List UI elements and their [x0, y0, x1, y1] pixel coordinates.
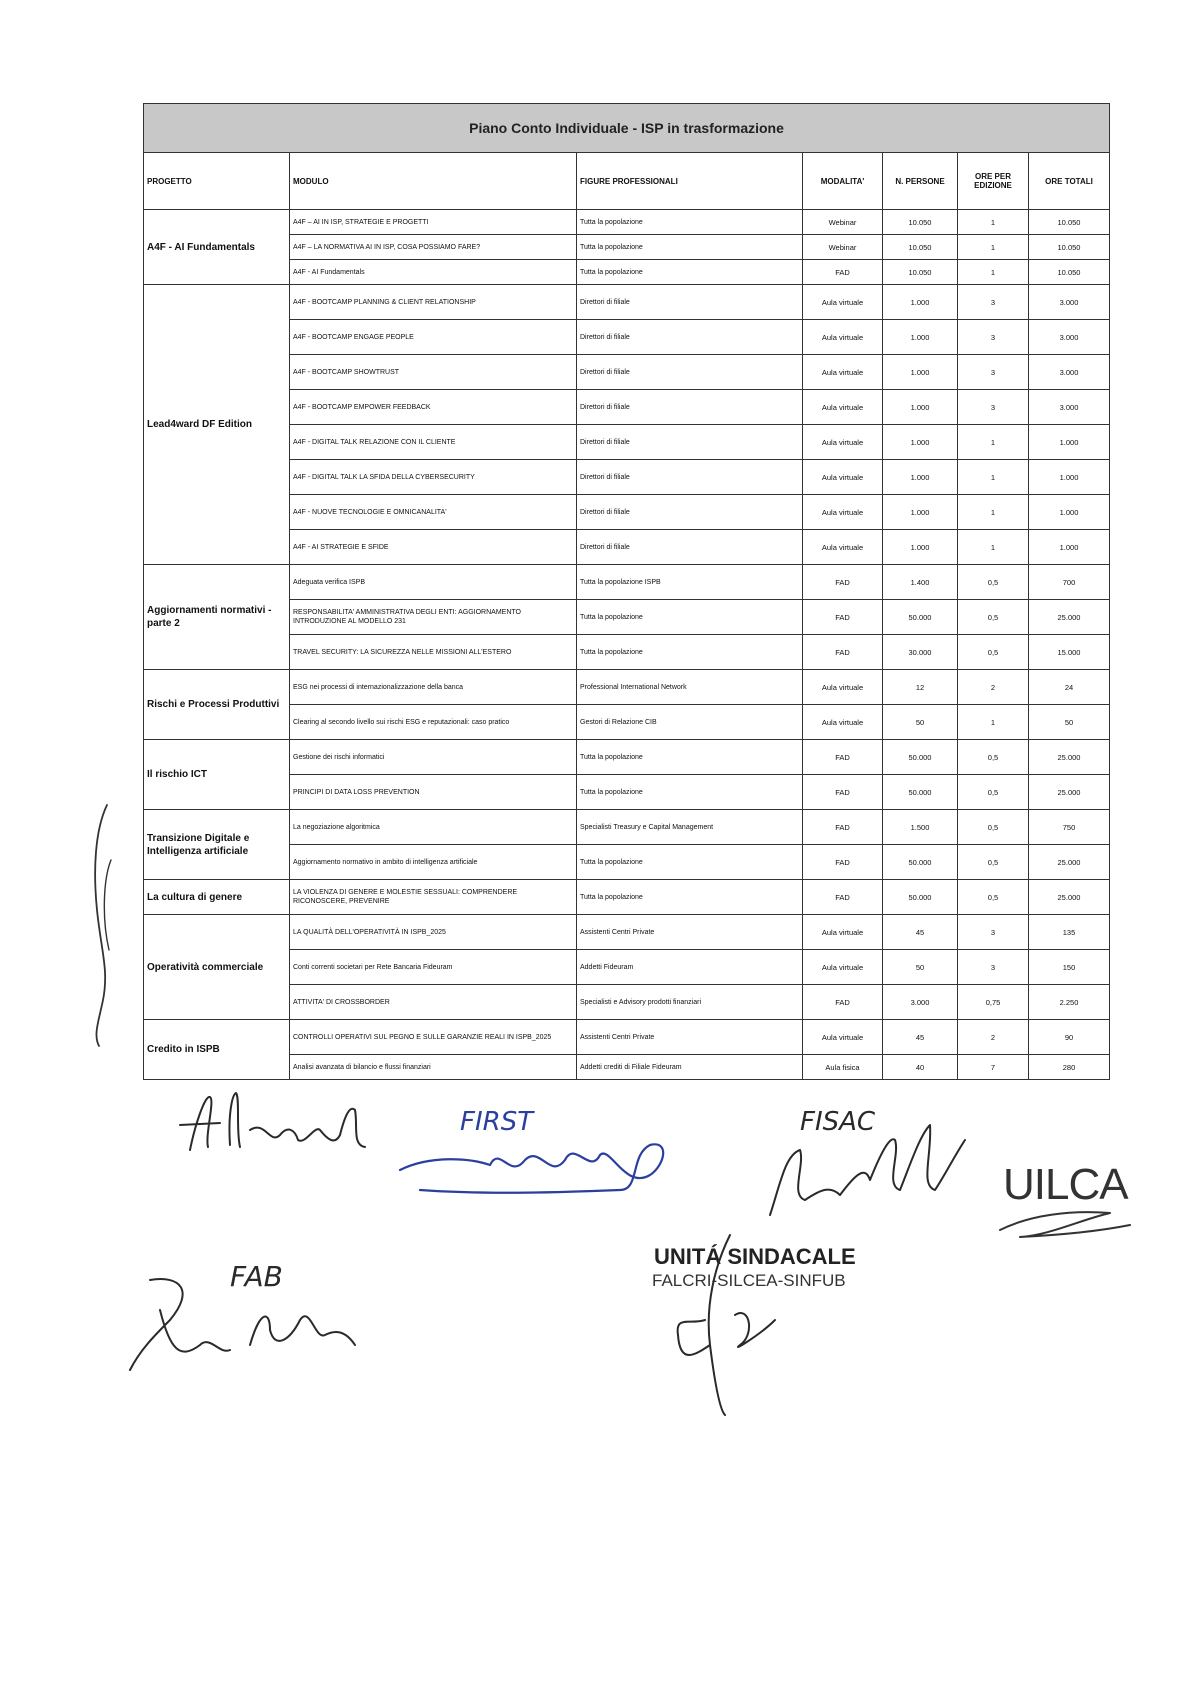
- uilca-stamp: UILCA: [1003, 1160, 1128, 1209]
- total-hours-cell: 1.000: [1029, 460, 1110, 495]
- figure-cell: Tutta la popolazione ISPB: [577, 565, 803, 600]
- figure-cell: Professional International Network: [577, 670, 803, 705]
- table-row: [144, 880, 1110, 915]
- hours-per-edition-cell: 0,5: [958, 565, 1029, 600]
- hours-per-edition-cell: 1: [958, 425, 1029, 460]
- persons-cell: 50: [883, 950, 958, 985]
- total-hours-cell: 750: [1029, 810, 1110, 845]
- signature-unita-sindacale: [660, 1225, 790, 1425]
- hours-per-edition-cell: 1: [958, 495, 1029, 530]
- figure-cell: Addetti crediti di Filiale Fideuram: [577, 1055, 803, 1080]
- project-cell: Lead4ward DF Edition: [144, 285, 290, 565]
- table-row: [144, 285, 1110, 320]
- persons-cell: 50.000: [883, 600, 958, 635]
- persons-cell: 45: [883, 915, 958, 950]
- hours-per-edition-cell: 0,5: [958, 880, 1029, 915]
- module-cell: PRINCIPI DI DATA LOSS PREVENTION: [290, 775, 577, 810]
- persons-cell: 40: [883, 1055, 958, 1080]
- modality-cell: FAD: [803, 880, 883, 915]
- modality-cell: FAD: [803, 740, 883, 775]
- persons-cell: 50.000: [883, 845, 958, 880]
- total-hours-cell: 15.000: [1029, 635, 1110, 670]
- total-hours-cell: 3.000: [1029, 285, 1110, 320]
- figure-cell: Specialisti e Advisory prodotti finanziari: [577, 985, 803, 1020]
- modality-cell: Aula virtuale: [803, 355, 883, 390]
- project-cell: Rischi e Processi Produttivi: [144, 670, 290, 740]
- figure-cell: Tutta la popolazione: [577, 635, 803, 670]
- modality-cell: FAD: [803, 260, 883, 285]
- module-cell: Gestione dei rischi informatici: [290, 740, 577, 775]
- module-cell: La negoziazione algoritmica: [290, 810, 577, 845]
- modality-cell: Aula virtuale: [803, 1020, 883, 1055]
- total-hours-cell: 2.250: [1029, 985, 1110, 1020]
- total-hours-cell: 25.000: [1029, 880, 1110, 915]
- module-cell: A4F - AI STRATEGIE E SFIDE: [290, 530, 577, 565]
- figure-cell: Tutta la popolazione: [577, 210, 803, 235]
- modality-cell: FAD: [803, 565, 883, 600]
- uilca-underline-signature: [990, 1195, 1140, 1245]
- header-modalita: MODALITA': [803, 153, 883, 210]
- figure-cell: Tutta la popolazione: [577, 600, 803, 635]
- modality-cell: Aula virtuale: [803, 460, 883, 495]
- hours-per-edition-cell: 1: [958, 705, 1029, 740]
- fisac-label: FISAC: [800, 1107, 876, 1137]
- total-hours-cell: 10.050: [1029, 235, 1110, 260]
- margin-initial-signature: [85, 800, 125, 1050]
- figure-cell: Direttori di filiale: [577, 355, 803, 390]
- modality-cell: Aula virtuale: [803, 530, 883, 565]
- signature-black-1: [170, 1085, 400, 1165]
- modality-cell: Aula virtuale: [803, 950, 883, 985]
- figure-cell: Direttori di filiale: [577, 460, 803, 495]
- table-row: [144, 210, 1110, 235]
- figure-cell: Direttori di filiale: [577, 425, 803, 460]
- hours-per-edition-cell: 3: [958, 950, 1029, 985]
- total-hours-cell: 280: [1029, 1055, 1110, 1080]
- table-row: [144, 810, 1110, 845]
- table-row: [144, 1020, 1110, 1055]
- table-row: [144, 740, 1110, 775]
- modality-cell: FAD: [803, 985, 883, 1020]
- total-hours-cell: 10.050: [1029, 260, 1110, 285]
- header-ore-edizione: ORE PER EDIZIONE: [958, 153, 1029, 210]
- project-cell: Credito in ISPB: [144, 1020, 290, 1080]
- module-cell: A4F - BOOTCAMP EMPOWER FEEDBACK: [290, 390, 577, 425]
- project-cell: La cultura di genere: [144, 880, 290, 915]
- figure-cell: Tutta la popolazione: [577, 775, 803, 810]
- total-hours-cell: 50: [1029, 705, 1110, 740]
- project-cell: Il rischio ICT: [144, 740, 290, 810]
- figure-cell: Direttori di filiale: [577, 390, 803, 425]
- hours-per-edition-cell: 1: [958, 260, 1029, 285]
- header-progetto: PROGETTO: [144, 153, 290, 210]
- header-figure: FIGURE PROFESSIONALI: [577, 153, 803, 210]
- figure-cell: Direttori di filiale: [577, 320, 803, 355]
- persons-cell: 50: [883, 705, 958, 740]
- project-cell: Transizione Digitale e Intelligenza artificiale: [144, 810, 290, 880]
- persons-cell: 50.000: [883, 740, 958, 775]
- figure-cell: Specialisti Treasury e Capital Management: [577, 810, 803, 845]
- modality-cell: Aula virtuale: [803, 495, 883, 530]
- persons-cell: 1.500: [883, 810, 958, 845]
- total-hours-cell: 135: [1029, 915, 1110, 950]
- table-row: [144, 670, 1110, 705]
- total-hours-cell: 25.000: [1029, 740, 1110, 775]
- total-hours-cell: 150: [1029, 950, 1110, 985]
- figure-cell: Tutta la popolazione: [577, 235, 803, 260]
- persons-cell: 1.000: [883, 425, 958, 460]
- modality-cell: FAD: [803, 600, 883, 635]
- figure-cell: Direttori di filiale: [577, 530, 803, 565]
- hours-per-edition-cell: 0,5: [958, 600, 1029, 635]
- total-hours-cell: 90: [1029, 1020, 1110, 1055]
- total-hours-cell: 3.000: [1029, 390, 1110, 425]
- signature-fisac: [760, 1095, 1010, 1225]
- hours-per-edition-cell: 1: [958, 460, 1029, 495]
- figure-cell: Gestori di Relazione CIB: [577, 705, 803, 740]
- persons-cell: 1.000: [883, 460, 958, 495]
- hours-per-edition-cell: 1: [958, 235, 1029, 260]
- figure-cell: Tutta la popolazione: [577, 845, 803, 880]
- module-cell: A4F - BOOTCAMP SHOWTRUST: [290, 355, 577, 390]
- stamp-subtitle: FALCRI-SILCEA-SINFUB: [652, 1271, 846, 1290]
- table-title-row: [144, 104, 1110, 153]
- total-hours-cell: 25.000: [1029, 775, 1110, 810]
- persons-cell: 1.400: [883, 565, 958, 600]
- module-cell: Conti correnti societari per Rete Bancaria Fideuram: [290, 950, 577, 985]
- module-cell: ATTIVITA' DI CROSSBORDER: [290, 985, 577, 1020]
- modality-cell: FAD: [803, 775, 883, 810]
- total-hours-cell: 3.000: [1029, 355, 1110, 390]
- persons-cell: 30.000: [883, 635, 958, 670]
- modality-cell: Aula fisica: [803, 1055, 883, 1080]
- hours-per-edition-cell: 0,5: [958, 635, 1029, 670]
- total-hours-cell: 25.000: [1029, 845, 1110, 880]
- hours-per-edition-cell: 2: [958, 1020, 1029, 1055]
- persons-cell: 50.000: [883, 775, 958, 810]
- total-hours-cell: 3.000: [1029, 320, 1110, 355]
- module-cell: A4F - BOOTCAMP PLANNING & CLIENT RELATIONSHIP: [290, 285, 577, 320]
- table-title: Piano Conto Individuale - ISP in trasformazione: [144, 104, 1110, 153]
- total-hours-cell: 24: [1029, 670, 1110, 705]
- module-cell: A4F – LA NORMATIVA AI IN ISP, COSA POSSIAMO FARE?: [290, 235, 577, 260]
- persons-cell: 10.050: [883, 235, 958, 260]
- module-cell: A4F - DIGITAL TALK LA SFIDA DELLA CYBERSECURITY: [290, 460, 577, 495]
- total-hours-cell: 25.000: [1029, 600, 1110, 635]
- modality-cell: FAD: [803, 635, 883, 670]
- module-cell: RESPONSABILITA' AMMINISTRATIVA DEGLI ENTI: AGGIORNAMENTO INTRODUZIONE AL MODELLO 231: [290, 600, 577, 635]
- persons-cell: 1.000: [883, 530, 958, 565]
- persons-cell: 1.000: [883, 355, 958, 390]
- hours-per-edition-cell: 0,5: [958, 845, 1029, 880]
- module-cell: Analisi avanzata di bilancio e flussi finanziari: [290, 1055, 577, 1080]
- persons-cell: 45: [883, 1020, 958, 1055]
- modality-cell: Aula virtuale: [803, 285, 883, 320]
- persons-cell: 1.000: [883, 495, 958, 530]
- module-cell: LA QUALITÀ DELL'OPERATIVITÀ IN ISPB_2025: [290, 915, 577, 950]
- module-cell: A4F - NUOVE TECNOLOGIE E OMNICANALITA': [290, 495, 577, 530]
- first-label: FIRST: [460, 1107, 534, 1137]
- training-plan-table: [143, 103, 1110, 1080]
- figure-cell: Tutta la popolazione: [577, 880, 803, 915]
- module-cell: A4F - BOOTCAMP ENGAGE PEOPLE: [290, 320, 577, 355]
- signature-first: [390, 1100, 690, 1210]
- module-cell: A4F - AI Fundamentals: [290, 260, 577, 285]
- fab-label: FAB: [230, 1260, 283, 1293]
- module-cell: Clearing al secondo livello sui rischi ESG e reputazionali: caso pratico: [290, 705, 577, 740]
- module-cell: LA VIOLENZA DI GENERE E MOLESTIE SESSUALI: COMPRENDERE RICONOSCERE, PREVENIRE: [290, 880, 577, 915]
- project-cell: Operatività commerciale: [144, 915, 290, 1020]
- hours-per-edition-cell: 3: [958, 390, 1029, 425]
- table-row: [144, 915, 1110, 950]
- figure-cell: Assistenti Centri Private: [577, 1020, 803, 1055]
- stamp-title: UNITÁ SINDACALE: [654, 1244, 856, 1269]
- module-cell: CONTROLLI OPERATIVI SUL PEGNO E SULLE GARANZIE REALI IN ISPB_2025: [290, 1020, 577, 1055]
- hours-per-edition-cell: 0,5: [958, 810, 1029, 845]
- hours-per-edition-cell: 3: [958, 915, 1029, 950]
- header-persone: N. PERSONE: [883, 153, 958, 210]
- hours-per-edition-cell: 0,5: [958, 740, 1029, 775]
- figure-cell: Direttori di filiale: [577, 285, 803, 320]
- figure-cell: Addetti Fideuram: [577, 950, 803, 985]
- figure-cell: Direttori di filiale: [577, 495, 803, 530]
- modality-cell: Webinar: [803, 210, 883, 235]
- hours-per-edition-cell: 2: [958, 670, 1029, 705]
- hours-per-edition-cell: 3: [958, 285, 1029, 320]
- table-header-row: [144, 153, 1110, 210]
- modality-cell: Aula virtuale: [803, 425, 883, 460]
- hours-per-edition-cell: 3: [958, 320, 1029, 355]
- header-modulo: MODULO: [290, 153, 577, 210]
- modality-cell: Aula virtuale: [803, 390, 883, 425]
- persons-cell: 1.000: [883, 285, 958, 320]
- figure-cell: Tutta la popolazione: [577, 740, 803, 775]
- project-cell: A4F - AI Fundamentals: [144, 210, 290, 285]
- modality-cell: Webinar: [803, 235, 883, 260]
- module-cell: A4F – AI IN ISP, STRATEGIE E PROGETTI: [290, 210, 577, 235]
- persons-cell: 1.000: [883, 390, 958, 425]
- modality-cell: FAD: [803, 810, 883, 845]
- module-cell: ESG nei processi di internazionalizzazione della banca: [290, 670, 577, 705]
- persons-cell: 1.000: [883, 320, 958, 355]
- persons-cell: 10.050: [883, 260, 958, 285]
- persons-cell: 12: [883, 670, 958, 705]
- module-cell: Aggiornamento normativo in ambito di intelligenza artificiale: [290, 845, 577, 880]
- total-hours-cell: 1.000: [1029, 530, 1110, 565]
- persons-cell: 50.000: [883, 880, 958, 915]
- persons-cell: 10.050: [883, 210, 958, 235]
- project-cell: Aggiornamenti normativi - parte 2: [144, 565, 290, 670]
- modality-cell: FAD: [803, 845, 883, 880]
- header-ore-totali: ORE TOTALI: [1029, 153, 1110, 210]
- total-hours-cell: 1.000: [1029, 425, 1110, 460]
- hours-per-edition-cell: 0,75: [958, 985, 1029, 1020]
- modality-cell: Aula virtuale: [803, 670, 883, 705]
- hours-per-edition-cell: 1: [958, 210, 1029, 235]
- figure-cell: Assistenti Centri Private: [577, 915, 803, 950]
- persons-cell: 3.000: [883, 985, 958, 1020]
- table-row: [144, 565, 1110, 600]
- signature-fab: [110, 1250, 380, 1380]
- module-cell: TRAVEL SECURITY: LA SICUREZZA NELLE MISSIONI ALL'ESTERO: [290, 635, 577, 670]
- module-cell: A4F - DIGITAL TALK RELAZIONE CON IL CLIENTE: [290, 425, 577, 460]
- modality-cell: Aula virtuale: [803, 705, 883, 740]
- hours-per-edition-cell: 7: [958, 1055, 1029, 1080]
- total-hours-cell: 700: [1029, 565, 1110, 600]
- hours-per-edition-cell: 1: [958, 530, 1029, 565]
- module-cell: Adeguata verifica ISPB: [290, 565, 577, 600]
- hours-per-edition-cell: 3: [958, 355, 1029, 390]
- modality-cell: Aula virtuale: [803, 320, 883, 355]
- total-hours-cell: 10.050: [1029, 210, 1110, 235]
- hours-per-edition-cell: 0,5: [958, 775, 1029, 810]
- total-hours-cell: 1.000: [1029, 495, 1110, 530]
- modality-cell: Aula virtuale: [803, 915, 883, 950]
- figure-cell: Tutta la popolazione: [577, 260, 803, 285]
